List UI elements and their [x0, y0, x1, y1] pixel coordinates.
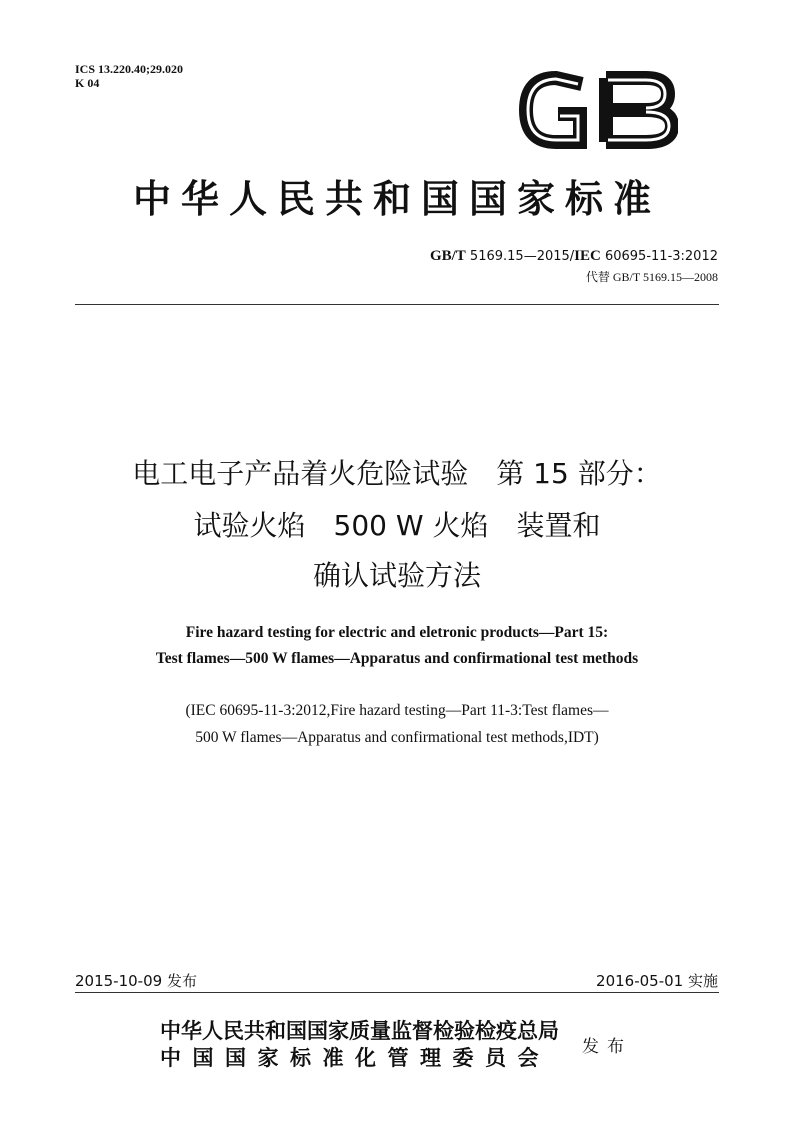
classification-codes — [75, 62, 183, 90]
ics-code: ICS 13.220.40;29.020 — [75, 62, 184, 76]
national-standard-title: 中华人民共和国国家标准 — [132, 176, 661, 221]
english-title-line-1: Fire hazard testing for electric and eletronic products—Part 15: — [185, 624, 609, 641]
iec-reference-line-2: 500 W flames—Apparatus and confirmational test methods,IDT) — [195, 729, 599, 746]
ccs-code: K 04 — [75, 76, 100, 90]
gb-logo — [518, 68, 678, 152]
standard-number-iec: IEC — [574, 248, 601, 264]
chinese-title-line-3: 确认试验方法 — [312, 559, 481, 592]
english-title-line-2: Test flames—500 W flames—Apparatus and confirmational test methods — [155, 650, 639, 667]
header-divider — [75, 304, 719, 305]
chinese-title-line-1: 电工电子产品着火危险试验 第 15 部分： — [132, 457, 662, 490]
standard-number-prefix: GB/T — [429, 248, 466, 264]
chinese-title-line-2: 试验火焰 500 W 火焰 装置和 — [193, 509, 601, 542]
issuer-line-2: 中国国家标准化管理委员会 — [160, 1045, 550, 1070]
replaces-standard: 代替 GB/T 5169.15—2008 — [585, 270, 718, 284]
standard-number-iec-rest: 60695-11-3:2012 — [600, 249, 718, 264]
iec-reference-line-1: (IEC 60695-11-3:2012,Fire hazard testing—Part 11-3:Test flames— — [185, 702, 609, 719]
standard-number — [430, 248, 718, 265]
implementation-date: 2016-05-01 实施 — [596, 972, 718, 990]
footer-divider — [75, 992, 719, 993]
publish-label: 发布 — [582, 1037, 632, 1057]
issuer-line-1: 中华人民共和国国家质量监督检验检疫总局 — [160, 1018, 559, 1043]
issue-date: 2015-10-09 发布 — [75, 972, 197, 990]
standard-number-middle: 5169.15—2015/ — [465, 249, 575, 264]
